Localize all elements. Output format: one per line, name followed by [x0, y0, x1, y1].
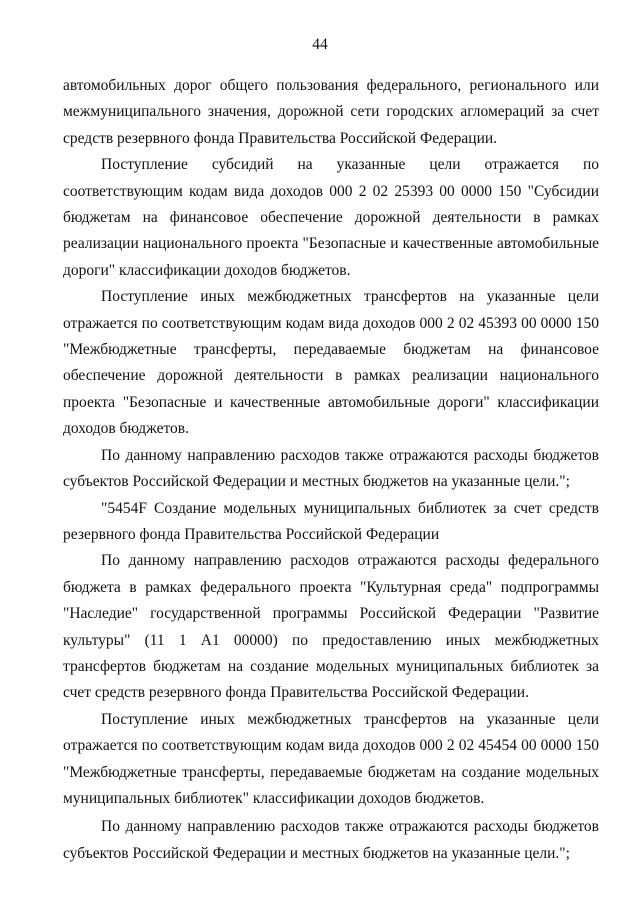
paragraph-subsidies-income: Поступление субсидий на указанные цели отражается по соответствующим кодам вида доходов 000 2 02 25393 00 0000 150 "Субсидии бюджетам на финансовое обеспечение дорожной деятельности в рамках реализации национального проекта "Безопасные и качественные автомобильные дороги" классификации доходов бюджетов. [63, 156, 599, 279]
paragraph-regional-expenses: По данному направлению расходов также отражаются расходы бюджетов субъектов Российской Федерации и местных бюджетов на указанные цели."; [63, 446, 599, 491]
paragraph-transfers-income: Поступление иных межбюджетных трансфертов на указанные цели отражается по соответствующим кодам вида доходов 000 2 02 45393 00 0000 150 "Межбюджетные трансферты, передаваемые бюджетам на финансовое обеспечение дорожной деятельности в рамках реализации национального проекта "Безопасные и качественные автомобильные дороги" классификации доходов бюджетов. [63, 288, 599, 438]
paragraph-federal-expenses: По данному направлению расходов отражаются расходы федерального бюджета в рамках федерального проекта "Культурная среда" подпрограммы "Наследие" государственной программы Российской Федерации "Развитие культуры" (11 1 A1 00000) по предоставлению иных межбюджетных трансфертов бюджетам на создание модельных муниципальных библиотек за счет средств резервного фонда Правительства Российской Федерации. [63, 552, 599, 702]
page-number: 44 [312, 36, 328, 53]
paragraph-library-transfers-income: Поступление иных межбюджетных трансфертов на указанные цели отражается по соответствующим кодам вида доходов 000 2 02 45454 00 0000 150 "Межбюджетные трансферты, передаваемые бюджетам на создание модельных муниципальных библиотек" классификации доходов бюджетов. [63, 710, 599, 807]
paragraph-library-regional-expenses: По данному направлению расходов также отражаются расходы бюджетов субъектов Российской Федерации и местных бюджетов на указанные цели."; [63, 818, 599, 862]
paragraph-code-5454f-heading: "5454F Создание модельных муниципальных библиотек за счет средств резервного фонда Правительства Российской Федерации [63, 499, 599, 543]
document-body [63, 73, 599, 867]
paragraph-continuation: автомобильных дорог общего пользования федерального, регионального или межмуниципального значения, дорожной сети городских агломераций за счет средств резервного фонда Правительства Российской Федерации. [63, 77, 599, 147]
